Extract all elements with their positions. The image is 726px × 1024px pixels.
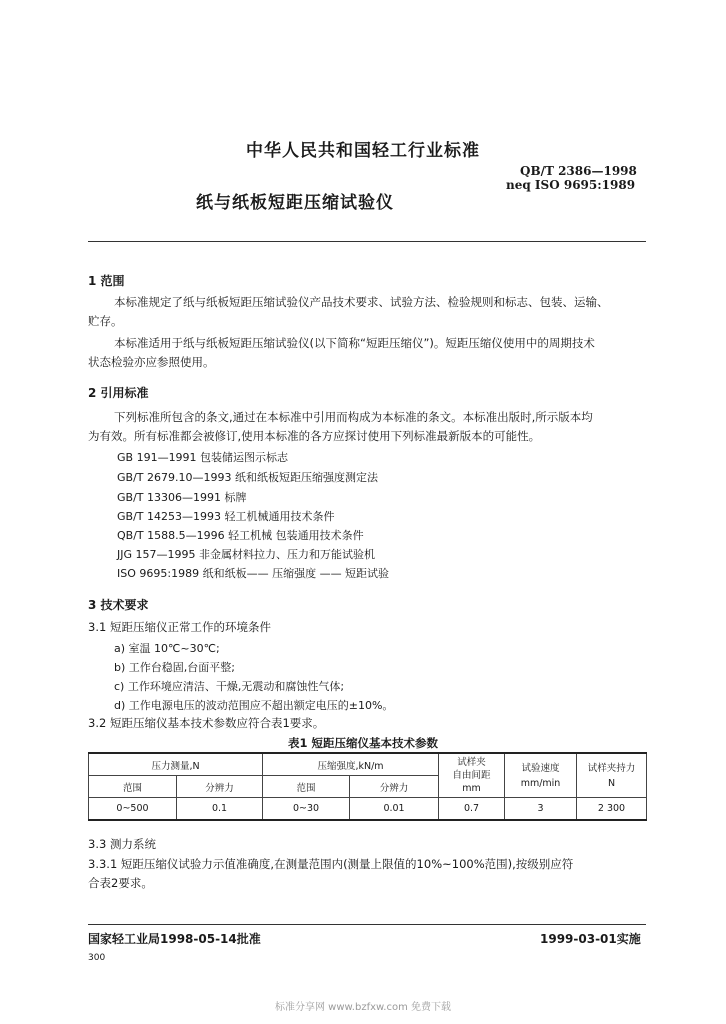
header-clamping-force [577, 753, 647, 798]
section-1-para-1-line-1: 本标准规定了纸与纸板短距压缩试验仪产品技术要求、试验方法、检验规则和标志、包装、运输、 [114, 295, 609, 309]
test-speed-unit: mm/min [520, 777, 561, 789]
clause-3-3-1-line-1: 3.3.1 短距压缩仪试验力示值准确度,在测量范围内(测量上限值的10%~100%范围),按级别应符 [88, 857, 574, 871]
section-1-para-2-line-1: 本标准适用于纸与纸板短距压缩试验仪(以下简称“短距压缩仪”)。短距压缩仪使用中的周期技术 [114, 336, 595, 350]
condition-item: b) 工作台稳固,台面平整; [114, 661, 235, 674]
condition-item: a) 室温 10℃~30℃; [114, 642, 220, 655]
standard-equivalence: neq ISO 9695:1989 [506, 178, 636, 192]
standard-code: QB/T 2386—1998 [520, 164, 637, 178]
condition-item: d) 工作电源电压的波动范围应不超出额定电压的±10%。 [114, 699, 394, 712]
section-2-para-line-1: 下列标准所包含的条文,通过在本标准中引用而构成为本标准的条文。本标准出版时,所示版本均 [114, 410, 593, 424]
header-compressive-strength: 压缩强度,kN/m [263, 753, 439, 776]
reference-item: QB/T 1588.5—1996 轻工机械 包装通用技术条件 [117, 529, 364, 542]
effective-date-line: 1999-03-01实施 [540, 932, 641, 946]
reference-item: GB/T 2679.10—1993 纸和纸板短距压缩强度测定法 [117, 471, 378, 484]
subheader-strength-resolution: 分辨力 [350, 776, 439, 798]
clamp-span-unit: mm [462, 783, 481, 794]
header-force-measurement: 压力测量,N [89, 753, 263, 776]
section-2-para-line-2: 为有效。所有标准都会被修订,使用本标准的各方应探讨使用下列标准最新版本的可能性。 [88, 429, 541, 443]
footer-divider [88, 924, 646, 925]
technical-parameters-table [88, 752, 647, 821]
page-number: 300 [88, 953, 106, 963]
header-divider [88, 241, 646, 242]
reference-item: GB 191—1991 包装储运图示标志 [117, 451, 289, 464]
header-clamp-free-span [439, 753, 505, 798]
table-row [89, 798, 647, 821]
clamp-span-line-2: 自由间距 [452, 770, 491, 781]
section-1-para-2-line-2: 状态检验亦应参照使用。 [88, 355, 215, 369]
cell-test-speed: 3 [505, 798, 577, 821]
document-title: 纸与纸板短距压缩试验仪 [196, 193, 394, 213]
table-caption: 表1 短距压缩仪基本技术参数 [287, 736, 438, 750]
clause-3-1: 3.1 短距压缩仪正常工作的环境条件 [88, 620, 271, 634]
subheader-strength-range: 范围 [263, 776, 350, 798]
section-1-para-1-line-2: 贮存。 [88, 314, 123, 328]
header-test-speed [505, 753, 577, 798]
cell-force-resolution: 0.1 [177, 798, 263, 821]
section-1-heading: 1 范围 [88, 274, 125, 288]
reference-item: GB/T 13306—1991 标牌 [117, 491, 247, 504]
reference-item: GB/T 14253—1993 轻工机械通用技术条件 [117, 510, 335, 523]
clause-3-2: 3.2 短距压缩仪基本技术参数应符合表1要求。 [88, 716, 325, 730]
cell-clamping-force: 2 300 [577, 798, 647, 821]
clamping-force-label: 试样夹持力 [587, 762, 636, 774]
reference-item: ISO 9695:1989 纸和纸板—— 压缩强度 —— 短距试验 [117, 567, 390, 580]
subheader-force-resolution: 分辨力 [177, 776, 263, 798]
reference-item: JJG 157—1995 非金属材料拉力、压力和万能试验机 [117, 548, 375, 561]
section-3-heading: 3 技术要求 [88, 598, 149, 612]
clause-3-3: 3.3 测力系统 [88, 837, 156, 851]
cell-strength-resolution: 0.01 [350, 798, 439, 821]
clamp-span-line-1: 试样夹 [457, 757, 486, 768]
test-speed-label: 试验速度 [521, 762, 560, 774]
cell-clamp-free-span: 0.7 [439, 798, 505, 821]
condition-item: c) 工作环境应清洁、干燥,无震动和腐蚀性气体; [114, 680, 345, 693]
clamping-force-unit: N [607, 777, 616, 789]
cell-strength-range: 0~30 [263, 798, 350, 821]
cell-force-range: 0~500 [89, 798, 177, 821]
clause-3-3-1-line-2: 合表2要求。 [88, 876, 153, 890]
issuing-authority-title: 中华人民共和国轻工行业标准 [246, 141, 480, 161]
subheader-force-range: 范围 [89, 776, 177, 798]
watermark-text: 标准分享网 www.bzfxw.com 免费下载 [275, 1002, 451, 1013]
approval-line: 国家轻工业局1998-05-14批准 [88, 932, 261, 946]
section-2-heading: 2 引用标准 [88, 386, 149, 400]
